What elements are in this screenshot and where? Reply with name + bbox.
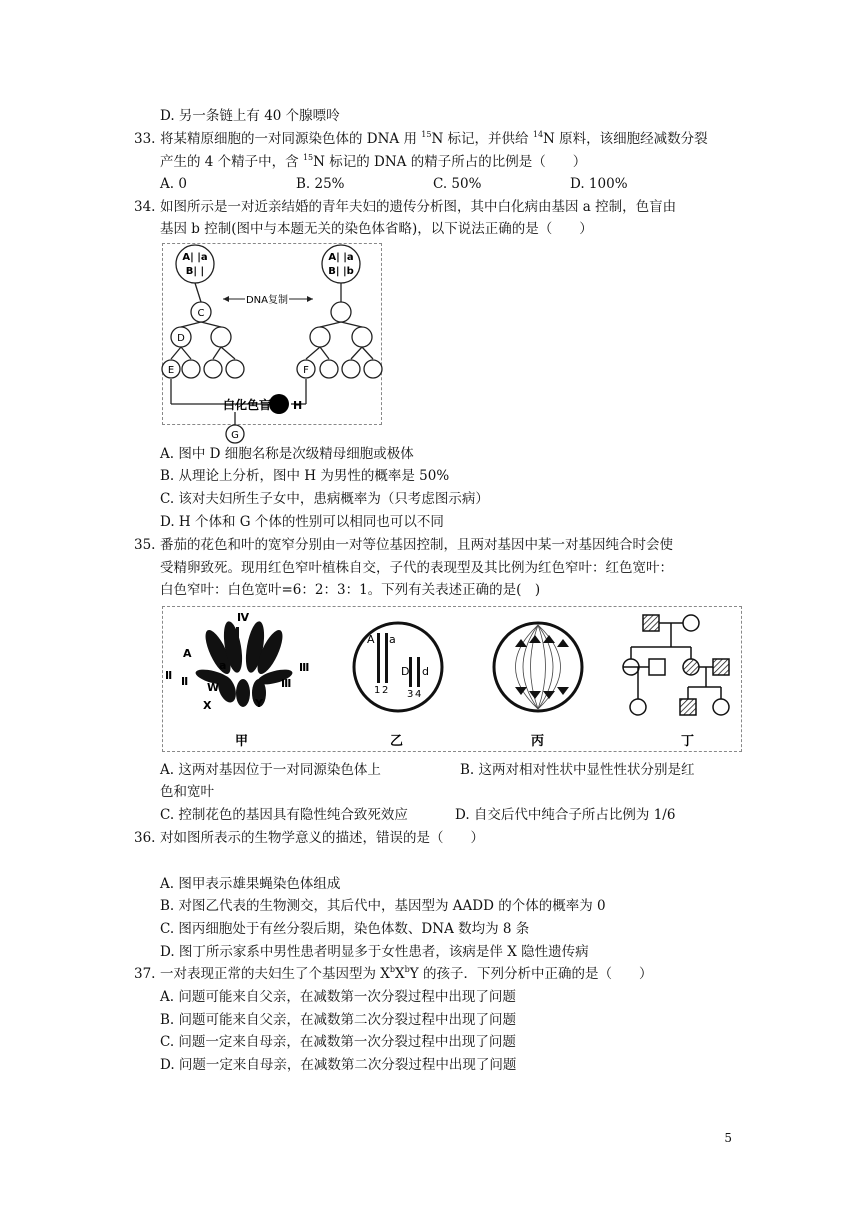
q35-option-a: A. 这两对基因位于一对同源染色体上 <box>160 762 381 778</box>
q37-option-b: B. 问题可能来自父亲，在减数第二次分裂过程中出现了问题 <box>160 1012 517 1028</box>
chrom-label-w: W <box>207 681 220 694</box>
q36-stem: 对如图所表示的生物学意义的描述，错误的是（ ） <box>160 830 484 846</box>
q37-option-d: D. 问题一定来自母亲，在减数第二次分裂过程中出现了问题 <box>160 1057 517 1073</box>
q34-option-b: B. 从理论上分析，图中 H 为男性的概率是 50% <box>160 468 450 484</box>
albino-colorblind-caption: 白化色盲 <box>223 398 272 412</box>
q33-stem-line1: 将某精原细胞的一对同源染色体的 DNA 用 $^{15}$N 标记，并供给 $^{14}$N 原料，该细胞经减数分裂 <box>160 130 708 147</box>
q33-option-c: C. 50% <box>433 176 482 192</box>
yi-label-1: 1 <box>374 685 381 696</box>
chrom-label-a-lower: a <box>219 659 227 672</box>
q32-option-d: D. 另一条链上有 40 个腺嘌呤 <box>160 108 340 124</box>
cell-f-label: F <box>303 365 309 376</box>
yi-label-a-upper: A <box>367 633 375 646</box>
q34-option-c: C. 该对夫妇所生子女中，患病概率为（只考虑图示病） <box>160 491 489 507</box>
q36-option-c: C. 图丙细胞处于有丝分裂后期，染色体数、DNA 数均为 8 条 <box>160 921 530 937</box>
q37-option-a: A. 问题可能来自父亲，在减数第一次分裂过程中出现了问题 <box>160 989 516 1005</box>
q36-option-d: D. 图丁所示家系中男性患者明显多于女性患者，该病是伴 X 隐性遗传病 <box>160 944 589 960</box>
cell-c-label: C <box>197 308 205 319</box>
q34-option-a: A. 图中 D 细胞名称是次级精母细胞或极体 <box>160 446 414 462</box>
chrom-label-iii-b: Ⅲ <box>281 677 292 690</box>
q34-stem-line2: 基因 b 控制(图中与本题无关的染色体省略)，以下说法正确的是（ ） <box>160 221 593 237</box>
yi-label-d-upper: D <box>401 665 410 678</box>
page-number: 5 <box>724 1131 732 1145</box>
q34-number: 34. <box>134 199 156 215</box>
right-parent-genotype-bottom: B| |b <box>328 266 354 277</box>
chrom-label-y: Y <box>255 697 263 710</box>
fig-label-bing: 丙 <box>531 734 545 749</box>
q36-option-b: B. 对图乙代表的生物测交，其后代中，基因型为 AADD 的个体的概率为 0 <box>160 898 606 914</box>
q33-option-a: A. 0 <box>160 176 187 192</box>
q36-number: 36. <box>134 830 156 846</box>
chrom-label-iv: Ⅳ <box>237 611 250 624</box>
right-parent-genotype-top: A| |a <box>328 252 354 263</box>
q33-option-d: D. 100% <box>570 176 628 192</box>
cell-d-label: D <box>177 333 185 344</box>
chrom-label-iii-a: Ⅲ <box>299 661 310 674</box>
dna-replication-label: DNA复制 <box>245 295 289 306</box>
q35-stem-line2: 受精卵致死。现用红色窄叶植株自交，子代的表现型及其比例为红色窄叶：红色宽叶： <box>160 560 673 576</box>
q33-option-b: B. 25% <box>296 176 345 192</box>
left-parent-genotype-bottom: B| | <box>185 266 205 277</box>
left-parent-genotype-top: A| |a <box>182 252 208 263</box>
q36-option-a: A. 图甲表示雄果蝇染色体组成 <box>160 876 341 892</box>
family-pedigree-graphic <box>623 615 729 715</box>
q34-option-d: D. H 个体和 G 个体的性别可以相同也可以不同 <box>160 514 444 530</box>
yi-label-3: 3 <box>407 689 414 700</box>
cell-g-label: G <box>231 430 239 441</box>
q37-number: 37. <box>134 966 156 982</box>
q34-stem-line1: 如图所示是一对近亲结婚的青年夫妇的遗传分析图，其中白化病由基因 a 控制，色盲由 <box>160 199 677 215</box>
q33-stem-line2: 产生的 4 个精子中，含 $^{15}$N 标记的 DNA 的精子所占的比例是（ ） <box>160 153 587 170</box>
chrom-label-ii-b: Ⅱ <box>181 675 189 688</box>
chrom-label-a-upper: A <box>183 647 192 660</box>
q34-pedigree-figure <box>162 243 382 441</box>
q35-number: 35. <box>134 537 156 553</box>
fig-label-jia: 甲 <box>235 734 249 749</box>
fig-label-ding: 丁 <box>681 734 695 749</box>
q33-number: 33. <box>134 131 156 147</box>
q35-stem-line1: 番茄的花色和叶的宽窄分别由一对等位基因控制，且两对基因中某一对基因纯合时会使 <box>160 537 673 553</box>
q35-option-b-line2: 色和宽叶 <box>160 784 214 800</box>
chrom-label-x: X <box>203 699 212 712</box>
yi-label-2: 2 <box>382 685 389 696</box>
cell-bing-graphic <box>494 623 582 711</box>
yi-label-d-lower: d <box>422 665 429 678</box>
yi-label-4: 4 <box>415 689 422 700</box>
q35-stem-line3: 白色窄叶：白色宽叶=6：2：3：1。下列有关表述正确的是( ) <box>160 582 541 598</box>
cell-h-label: H <box>293 399 303 412</box>
q35-option-d: D. 自交后代中纯合子所占比例为 1/6 <box>455 807 676 823</box>
cell-e-label: E <box>167 365 175 376</box>
q37-option-c: C. 问题一定来自母亲，在减数第一次分裂过程中出现了问题 <box>160 1034 516 1050</box>
fig-label-yi: 乙 <box>390 734 404 749</box>
q35-option-c: C. 控制花色的基因具有隐性纯合致死效应 <box>160 807 408 823</box>
q37-stem: 一对表现正常的夫妇生了个基因型为 $X^bX^bY$ 的孩子．下列分析中正确的是（ ） <box>160 965 653 982</box>
q35-option-b-line1: B. 这两对相对性状中显性性状分别是红 <box>460 762 695 778</box>
yi-label-a-lower: a <box>389 633 396 646</box>
q35-figure-panel <box>162 606 742 752</box>
chrom-label-ii-a: Ⅱ <box>165 669 173 682</box>
